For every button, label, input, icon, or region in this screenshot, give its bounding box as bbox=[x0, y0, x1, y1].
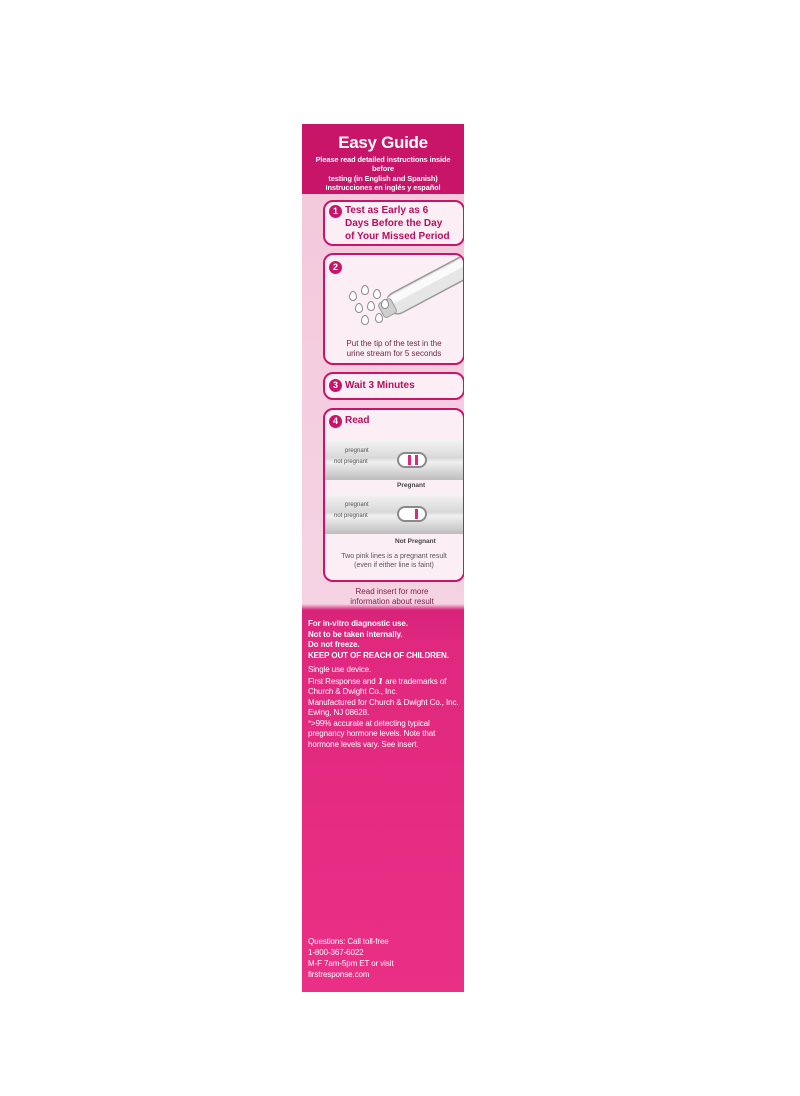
legal-line: hormone levels vary. See insert. bbox=[308, 739, 419, 749]
guide-subtitle bbox=[308, 155, 458, 193]
urine-drop-icon bbox=[361, 285, 369, 295]
step-1-card bbox=[323, 200, 464, 246]
step-3-card bbox=[323, 372, 464, 400]
legal-line-trademark bbox=[308, 676, 464, 688]
pregnant-label: pregnant bbox=[345, 448, 369, 454]
not-pregnant-label: not pregnant bbox=[334, 459, 368, 465]
legal-line: Single use device. bbox=[308, 665, 372, 674]
step-1-text bbox=[345, 204, 463, 243]
step-number: 2 bbox=[329, 261, 342, 274]
contact-line: 1-800-367-6022 bbox=[308, 948, 364, 957]
legal-line: Manufactured for Church & Dwight Co., Inc. bbox=[308, 697, 459, 707]
pregnant-label: pregnant bbox=[345, 502, 369, 508]
guide-subtitle-line: Please read detailed instructions inside before bbox=[315, 155, 451, 174]
legal-line: Do not freeze. bbox=[308, 640, 360, 649]
result-note-line: (even if either line is faint) bbox=[354, 562, 434, 569]
urine-drop-icon bbox=[361, 315, 369, 325]
step-4-text: Read bbox=[345, 415, 370, 426]
legal-line: KEEP OUT OF REACH OF CHILDREN. bbox=[308, 650, 449, 660]
legal-line: For in-vitro diagnostic use. bbox=[308, 619, 408, 628]
step-number: 4 bbox=[329, 415, 342, 428]
step-number: 1 bbox=[329, 205, 342, 218]
brand-logo-icon: 1 bbox=[377, 675, 384, 686]
urine-drop-icon bbox=[367, 301, 375, 311]
contact-text bbox=[308, 936, 464, 980]
package-side-panel bbox=[302, 124, 464, 992]
urine-drop-icon bbox=[349, 291, 357, 301]
contact-line: firstresponse.com bbox=[308, 970, 370, 979]
control-line bbox=[415, 509, 418, 519]
step-text-line: urine stream for 5 seconds bbox=[346, 349, 442, 358]
test-line bbox=[415, 455, 418, 465]
legal-line: Ewing, NJ 08628. bbox=[308, 708, 370, 717]
insert-note bbox=[320, 587, 464, 607]
caption-not-pregnant: Not Pregnant bbox=[395, 538, 436, 545]
step-4-card bbox=[323, 408, 464, 582]
contact-line: Questions: Call toll-free bbox=[308, 937, 389, 946]
urine-drop-icon bbox=[355, 303, 363, 313]
step-2-card bbox=[323, 253, 464, 365]
step-text-line: of Your Missed Period bbox=[345, 231, 450, 242]
urine-drop-icon bbox=[373, 289, 381, 299]
guide-subtitle-line: testing (in English and Spanish) bbox=[328, 173, 438, 183]
step-2-text bbox=[325, 339, 463, 359]
result-window bbox=[397, 506, 427, 522]
test-strip-not-pregnant bbox=[325, 494, 464, 534]
legal-text-span: are trademarks of bbox=[385, 676, 447, 686]
step-text-line: Put the tip of the test in the bbox=[346, 339, 442, 348]
result-window bbox=[397, 452, 427, 468]
result-note-line: Two pink lines is a pregnant result bbox=[341, 553, 447, 560]
step-text-line: Days Before the Day bbox=[345, 218, 443, 229]
test-stick-illustration bbox=[325, 255, 464, 325]
legal-text-span: First Response and bbox=[308, 676, 376, 686]
result-note bbox=[325, 552, 463, 570]
guide-subtitle-line: Instrucciones en inglés y español bbox=[325, 183, 441, 193]
legal-line: Church & Dwight Co., Inc. bbox=[308, 687, 398, 696]
not-pregnant-label: not pregnant bbox=[334, 513, 368, 519]
insert-note-line: information about result bbox=[350, 597, 434, 606]
insert-note-line: Read insert for more bbox=[355, 587, 429, 596]
contact-line: M-F 7am-5pm ET or visit bbox=[308, 959, 394, 968]
step-number: 3 bbox=[329, 379, 342, 392]
legal-line: *>99% accurate at detecting typical bbox=[308, 718, 430, 728]
legal-text bbox=[308, 619, 464, 750]
urine-drop-icon bbox=[375, 313, 383, 323]
control-line bbox=[408, 455, 411, 465]
guide-title: Easy Guide bbox=[338, 133, 428, 152]
caption-pregnant: Pregnant bbox=[397, 482, 426, 489]
step-3-text: Wait 3 Minutes bbox=[345, 380, 415, 391]
step-text-line: Test as Early as 6 bbox=[345, 205, 429, 216]
legal-line: pregnancy hormone levels. Note that bbox=[308, 729, 436, 738]
legal-line: Not to be taken internally. bbox=[308, 629, 403, 639]
test-strip-pregnant bbox=[325, 440, 464, 480]
urine-drop-icon bbox=[381, 299, 389, 309]
